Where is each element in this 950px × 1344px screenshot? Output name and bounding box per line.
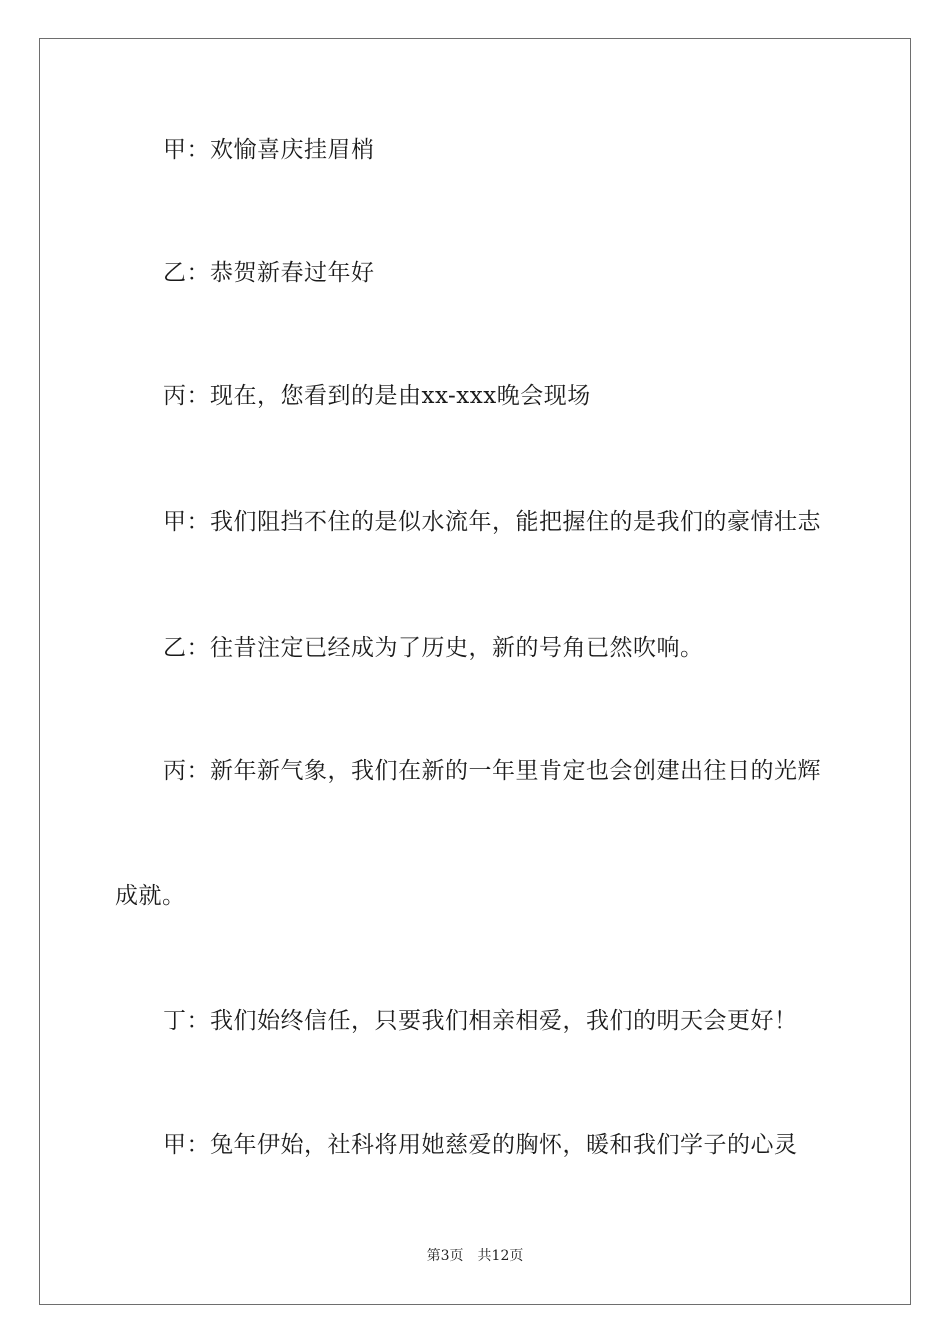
page-number-footer: 第3页 共12页 xyxy=(426,1248,524,1264)
script-line-1: 甲：欢愉喜庆挂眉梢 xyxy=(163,137,375,163)
script-line-7: 丁：我们始终信任，只要我们相亲相爱，我们的明天会更好！ xyxy=(163,1008,798,1034)
script-line-6-continuation: 成就。 xyxy=(115,883,186,909)
script-line-5: 乙：往昔注定已经成为了历史，新的号角已然吹响。 xyxy=(163,635,704,661)
script-line-3: 丙：现在，您看到的是由xx-xxx晚会现场 xyxy=(163,383,591,409)
script-line-4: 甲：我们阻挡不住的是似水流年，能把握住的是我们的豪情壮志 xyxy=(163,509,821,535)
script-line-6: 丙：新年新气象，我们在新的一年里肯定也会创建出往日的光辉 xyxy=(163,758,821,784)
page-border xyxy=(39,38,911,1305)
script-line-2: 乙：恭贺新春过年好 xyxy=(163,260,375,286)
script-line-8: 甲：兔年伊始，社科将用她慈爱的胸怀，暖和我们学子的心灵 xyxy=(163,1132,798,1158)
